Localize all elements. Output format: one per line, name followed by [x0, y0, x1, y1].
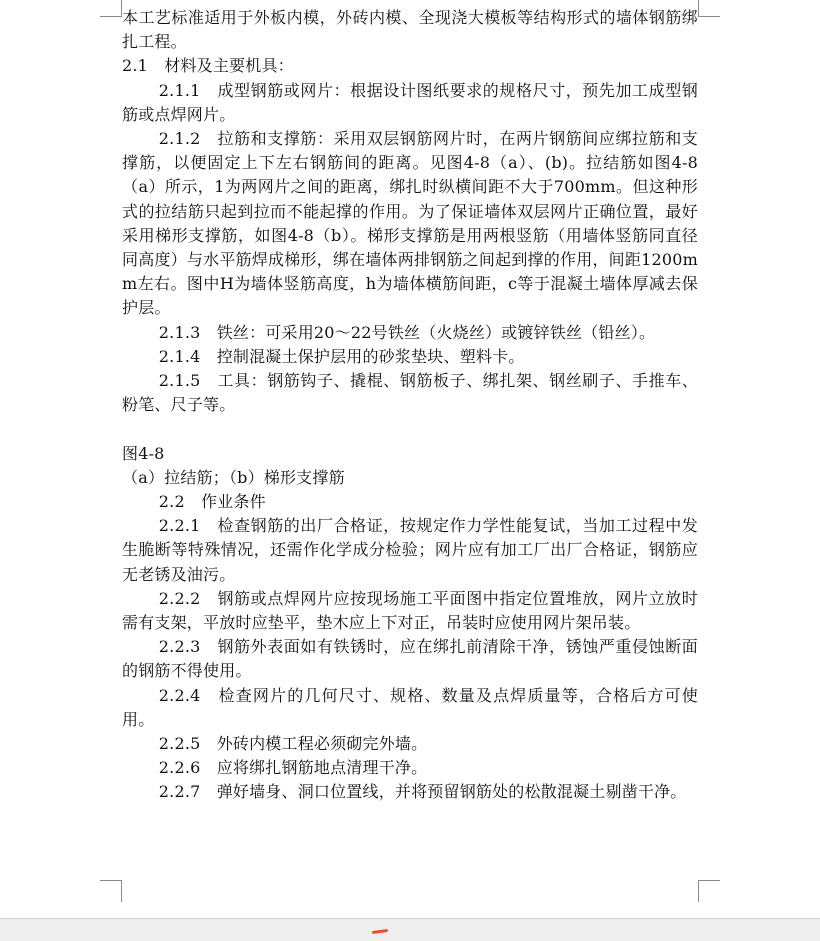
next-page-edge — [0, 918, 820, 941]
item-2-2-2: 2.2.2 钢筋或点焊网片应按现场施工平面图中指定位置堆放，网片立放时需有支架，平放时应垫平，垫木应上下对正，吊装时应使用网片架吊装。 — [122, 588, 698, 633]
item-2-2-7: 2.2.7 弹好墙身、洞口位置线，并将预留钢筋处的松散混凝土剔凿干净。 — [158, 782, 687, 802]
figure-caption: （a）拉结筋；（b）梯形支撑筋 — [122, 467, 345, 487]
item-2-2-5: 2.2.5 外砖内模工程必须砌完外墙。 — [158, 734, 428, 754]
section-heading-2-2: 2.2 作业条件 — [158, 492, 266, 512]
item-2-2-4: 2.2.4 检查网片的几何尺寸、规格、数量及点焊质量等，合格后方可使用。 — [122, 685, 698, 729]
scope-paragraph: 本工艺标准适用于外板内模，外砖内模、全现浇大模板等结构形式的墙体钢筋绑扎工程。 — [122, 8, 698, 52]
item-2-2-6: 2.2.6 应将绑扎钢筋地点清理干净。 — [158, 758, 428, 778]
item-2-1-3: 2.1.3 铁丝：可采用20～22号铁丝（火烧丝）或镀锌铁丝（铅丝）。 — [158, 322, 656, 342]
bottom-left-margin-mark — [100, 880, 122, 902]
top-right-margin-mark — [698, 0, 720, 17]
item-2-1-2: 2.1.2 拉筋和支撑筋：采用双层钢筋网片时，在两片钢筋间应绑拉筋和支撑筋，以便固定上下左右钢筋间的距离。见图4-8（a）、(b)。拉结筋如图4-8（a）所示，1为两网片之间的距离，绑扎时纵横间距不大于700mm。但这种形式的拉结筋只起到拉而不能起撑的作用。为了保证墙体双层网片正确位置，最好采用梯形支撑筋，如图4-8（b）。梯形支撑筋是用两根竖筋（用墙体竖筋同直径同高度）与水平筋焊成梯形，绑在墙体两排钢筋之间起到撑的作用，间距1200mm左右。图中H为墙体竖筋高度，h为墙体横筋间距，c等于混凝土墙体厚减去保护层。 — [122, 129, 698, 318]
blank-line — [122, 417, 698, 441]
item-2-1-4: 2.1.4 控制混凝土保护层用的砂浆垫块、塑料卡。 — [158, 346, 525, 366]
top-left-margin-mark — [100, 0, 122, 17]
item-2-1-5: 2.1.5 工具：钢筋钩子、撬棍、钢筋板子、绑扎架、钢丝刷子、手推车、粉笔、尺子等。 — [122, 371, 698, 415]
item-2-2-1: 2.2.1 检查钢筋的出厂合格证，按规定作力学性能复试，当加工过程中发生脆断等特殊情况，还需作化学成分检验；网片应有加工厂出厂合格证，钢筋应无老锈及油污。 — [122, 516, 698, 584]
figure-label: 图4-8 — [122, 443, 165, 463]
item-2-1-1: 2.1.1 成型钢筋或网片：根据设计图纸要求的规格尺寸，预先加工成型钢筋或点焊网片。 — [122, 80, 698, 124]
item-2-2-3: 2.2.3 钢筋外表面如有铁锈时，应在绑扎前清除干净，锈蚀严重侵蚀断面的钢筋不得使用。 — [122, 637, 698, 681]
section-heading-2-1: 2.1 材料及主要机具： — [122, 56, 294, 76]
document-body[interactable] — [122, 6, 698, 805]
bottom-right-margin-mark — [698, 880, 720, 902]
